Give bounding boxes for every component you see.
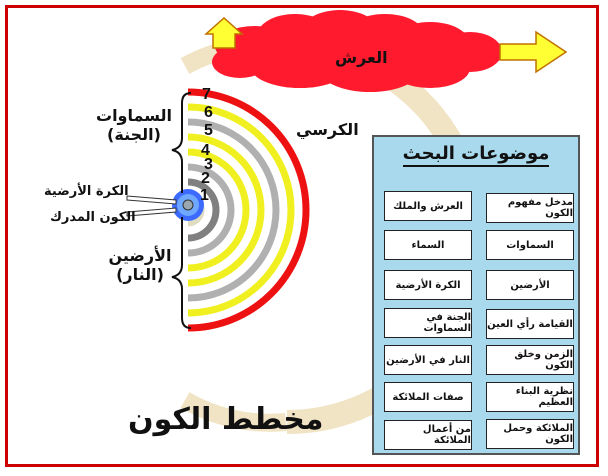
- layer-number-3: 3: [204, 156, 213, 173]
- layer-number-7: 7: [202, 86, 211, 103]
- kursi-label: الكرسي: [296, 120, 359, 139]
- diagram-title: مخطط الكون: [128, 402, 324, 437]
- layer-number-1: 1: [200, 187, 209, 204]
- topic-universe-concept[interactable]: مدخل مفهوم الكون: [486, 193, 574, 223]
- layer-number-4: 4: [201, 142, 210, 159]
- topic-angels-attributes[interactable]: صفات الملائكة: [384, 382, 472, 412]
- throne-right-arrow: [500, 32, 566, 72]
- layer-number-2: 2: [201, 170, 210, 187]
- earth-globe-icon: [183, 200, 193, 210]
- topic-time-creation[interactable]: الزمن وخلق الكون: [486, 345, 574, 375]
- topic-great-structure[interactable]: نظرية البناء العظيم: [486, 382, 574, 412]
- topic-fire-earths[interactable]: النار في الأرضين: [384, 345, 472, 375]
- topic-angels-bearing[interactable]: الملائكة وحمل الكون: [486, 419, 574, 449]
- heavens-label: [94, 106, 174, 144]
- earths-label-line1: الأرضين: [108, 246, 172, 265]
- topic-paradise-heavens[interactable]: الجنة في السماوات: [384, 308, 472, 338]
- topic-heavens[interactable]: السماوات: [486, 230, 574, 260]
- earths-label-line2: (النار): [116, 265, 164, 284]
- topics-panel: [372, 135, 580, 455]
- earth-label: الكرة الأرضية: [44, 184, 129, 199]
- earths-label: [100, 246, 180, 284]
- topic-throne-kingdom[interactable]: العرش والملك: [384, 191, 472, 221]
- topic-earth-globe[interactable]: الكرة الأرضية: [384, 270, 472, 300]
- layer-number-6: 6: [204, 104, 213, 121]
- throne-label: العرش: [335, 48, 388, 67]
- topic-angels-deeds[interactable]: من أعمال الملائكة: [384, 420, 472, 450]
- heavens-label-line2: (الجنة): [107, 125, 161, 144]
- topics-panel-title: موضوعات البحث: [374, 143, 578, 164]
- heavens-label-line1: السماوات: [95, 106, 172, 125]
- topic-earths[interactable]: الأرضين: [486, 270, 574, 300]
- layer-number-5: 5: [204, 122, 213, 139]
- topic-sky[interactable]: السماء: [384, 230, 472, 260]
- perceived-universe-label: الكون المدرك: [50, 210, 136, 225]
- topic-resurrection[interactable]: القيامة رأي العين: [486, 309, 574, 339]
